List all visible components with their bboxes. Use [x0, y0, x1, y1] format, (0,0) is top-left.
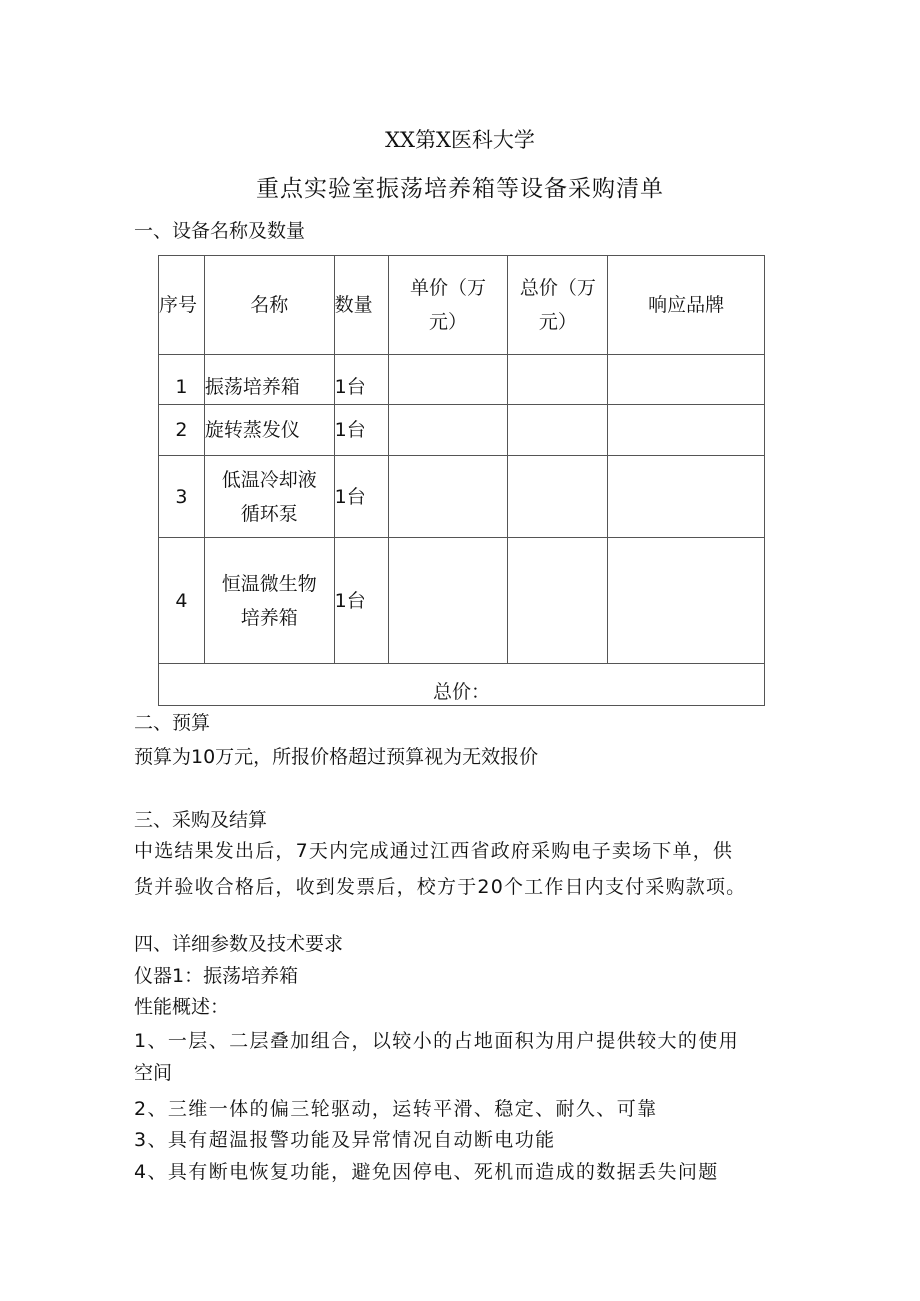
document-subtitle: 重点实验室振荡培养箱等设备采购清单 [256, 176, 664, 202]
header-unit-price: 单价（万元） [388, 256, 508, 355]
row-name: 恒温微生物培养箱 [204, 538, 334, 664]
feature-item: 3、具有超温报警功能及异常情况自动断电功能 [134, 1129, 556, 1151]
header-no: 序号 [159, 256, 205, 355]
row-total-price [508, 456, 608, 538]
feature-item: 1、一层、二层叠加组合，以较小的占地面积为用户提供较大的使用 [134, 1030, 740, 1052]
table-row [159, 355, 765, 405]
row-brand [608, 355, 765, 405]
table-row [159, 538, 765, 664]
table-row [159, 456, 765, 538]
settlement-text-1: 中选结果发出后，7天内完成通过江西省政府采购电子卖场下单，供 [134, 840, 734, 862]
section-heading-1: 一、设备名称及数量 [134, 220, 306, 242]
row-name: 旋转蒸发仪 [204, 405, 334, 456]
row-brand [608, 538, 765, 664]
budget-text: 预算为10万元，所报价格超过预算视为无效报价 [134, 746, 539, 768]
equipment-table [158, 255, 765, 706]
row-name: 低温冷却液循环泵 [204, 456, 334, 538]
total-label: 总价： [159, 664, 765, 706]
row-name: 振荡培养箱 [204, 355, 334, 405]
row-unit-price [388, 456, 508, 538]
row-brand [608, 405, 765, 456]
row-qty: 1台 [334, 538, 388, 664]
overview-label: 性能概述： [134, 996, 230, 1018]
table-total-row [159, 664, 765, 706]
header-name: 名称 [204, 256, 334, 355]
row-no: 2 [159, 405, 205, 456]
row-total-price [508, 538, 608, 664]
feature-item: 4、具有断电恢复功能，避免因停电、死机而造成的数据丢失问题 [134, 1161, 719, 1183]
instrument-title: 仪器1：振荡培养箱 [134, 965, 299, 987]
table-header-row [159, 256, 765, 355]
header-brand: 响应品牌 [608, 256, 765, 355]
settlement-text-2: 货并验收合格后，收到发票后，校方于20个工作日内支付采购款项。 [134, 876, 747, 898]
row-unit-price [388, 405, 508, 456]
row-unit-price [388, 538, 508, 664]
header-qty: 数量 [334, 256, 388, 355]
section-heading-2: 二、预算 [134, 712, 211, 734]
row-qty: 1台 [334, 405, 388, 456]
document-title: XX第X医科大学 [385, 128, 535, 152]
row-unit-price [388, 355, 508, 405]
row-total-price [508, 405, 608, 456]
feature-item: 2、三维一体的偏三轮驱动，运转平滑、稳定、耐久、可靠 [134, 1098, 658, 1120]
row-no: 4 [159, 538, 205, 664]
row-no: 1 [159, 355, 205, 405]
table-row [159, 405, 765, 456]
section-heading-3: 三、采购及结算 [134, 809, 268, 831]
row-total-price [508, 355, 608, 405]
row-qty: 1台 [334, 456, 388, 538]
row-no: 3 [159, 456, 205, 538]
row-qty: 1台 [334, 355, 388, 405]
header-total-price: 总价（万元） [508, 256, 608, 355]
section-heading-4: 四、详细参数及技术要求 [134, 933, 344, 955]
feature-item: 空间 [134, 1062, 173, 1084]
row-brand [608, 456, 765, 538]
